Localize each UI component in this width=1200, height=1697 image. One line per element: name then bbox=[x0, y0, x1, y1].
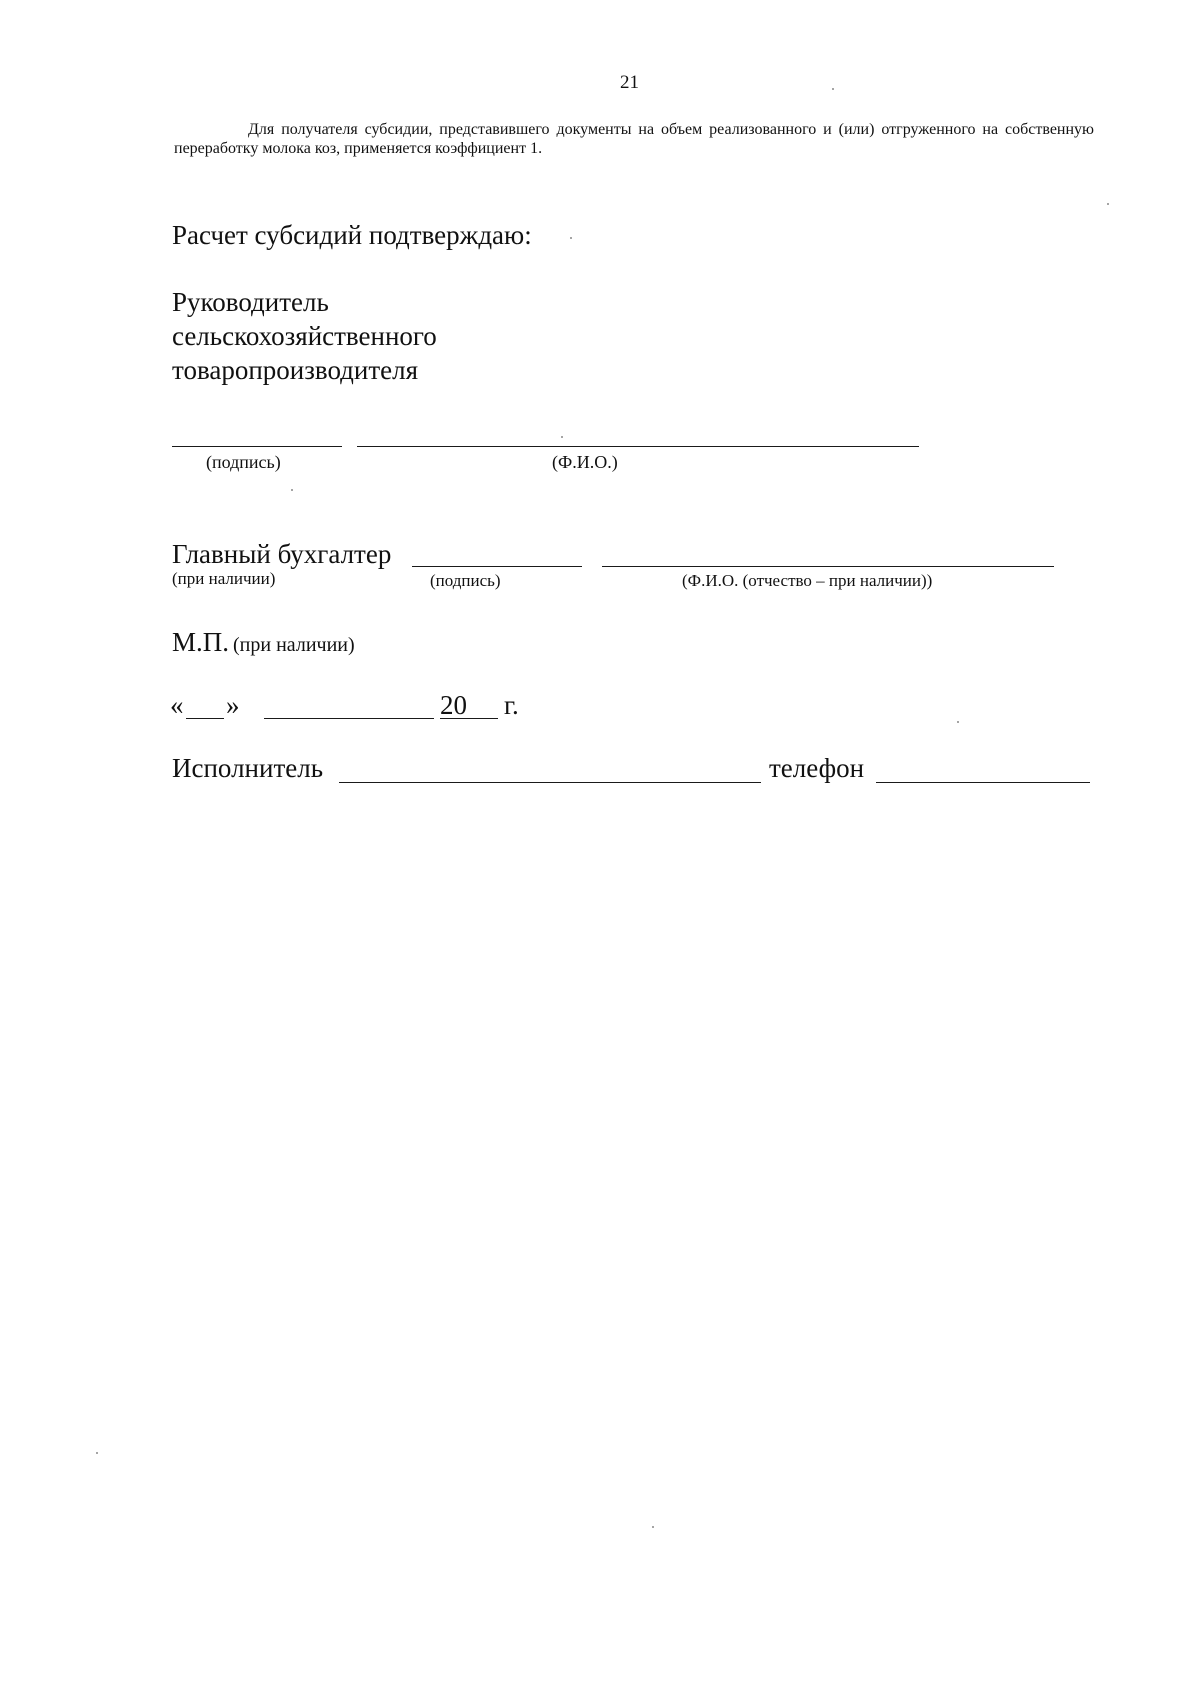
date-year-line[interactable] bbox=[440, 718, 498, 719]
head-title-line-2: сельскохозяйственного bbox=[172, 321, 437, 351]
date-close-quote: » bbox=[226, 690, 240, 720]
date-month-line[interactable] bbox=[264, 718, 434, 719]
coefficient-note: Для получателя субсидии, представившего документы на объем реализованного и (или) отгруженного на собственную переработку молока коз, применяется коэффициент 1. bbox=[174, 121, 1094, 157]
stamp-qualifier: (при наличии) bbox=[233, 634, 355, 656]
accountant-name-line[interactable] bbox=[602, 566, 1054, 567]
scan-speck bbox=[652, 1526, 654, 1528]
executor-name-line[interactable] bbox=[339, 782, 761, 783]
head-name-line[interactable] bbox=[357, 446, 919, 447]
head-title-line-3: товаропроизводителя bbox=[172, 355, 419, 385]
accountant-signature-caption: (подпись) bbox=[430, 571, 501, 590]
accountant-name-caption: (Ф.И.О. (отчество – при наличии)) bbox=[682, 571, 933, 590]
head-signature-line[interactable] bbox=[172, 446, 342, 447]
phone-label: телефон bbox=[769, 753, 865, 783]
stamp-line bbox=[172, 627, 355, 658]
page-number: 21 bbox=[620, 72, 639, 93]
head-title-line-1: Руководитель bbox=[172, 287, 329, 317]
accountant-signature-line[interactable] bbox=[412, 566, 582, 567]
scan-speck bbox=[561, 436, 563, 438]
scan-speck bbox=[570, 237, 572, 239]
accountant-qualifier: (при наличии) bbox=[172, 569, 276, 588]
head-title bbox=[172, 285, 437, 387]
date-year-prefix: 20 bbox=[440, 690, 467, 720]
confirm-heading: Расчет субсидий подтверждаю: bbox=[172, 220, 532, 250]
phone-line[interactable] bbox=[876, 782, 1090, 783]
date-day-line[interactable] bbox=[186, 718, 224, 719]
scan-speck bbox=[96, 1452, 98, 1454]
scan-speck bbox=[957, 721, 959, 723]
date-year-suffix: г. bbox=[504, 690, 519, 720]
executor-label: Исполнитель bbox=[172, 753, 324, 783]
head-name-caption: (Ф.И.О.) bbox=[552, 452, 618, 472]
date-open-quote: « bbox=[170, 690, 184, 720]
scan-speck bbox=[291, 489, 293, 491]
scan-speck bbox=[1107, 203, 1109, 205]
accountant-label: Главный бухгалтер bbox=[172, 539, 392, 569]
stamp-label: М.П. bbox=[172, 627, 230, 657]
head-signature-caption: (подпись) bbox=[206, 452, 281, 472]
scan-speck bbox=[832, 88, 834, 90]
